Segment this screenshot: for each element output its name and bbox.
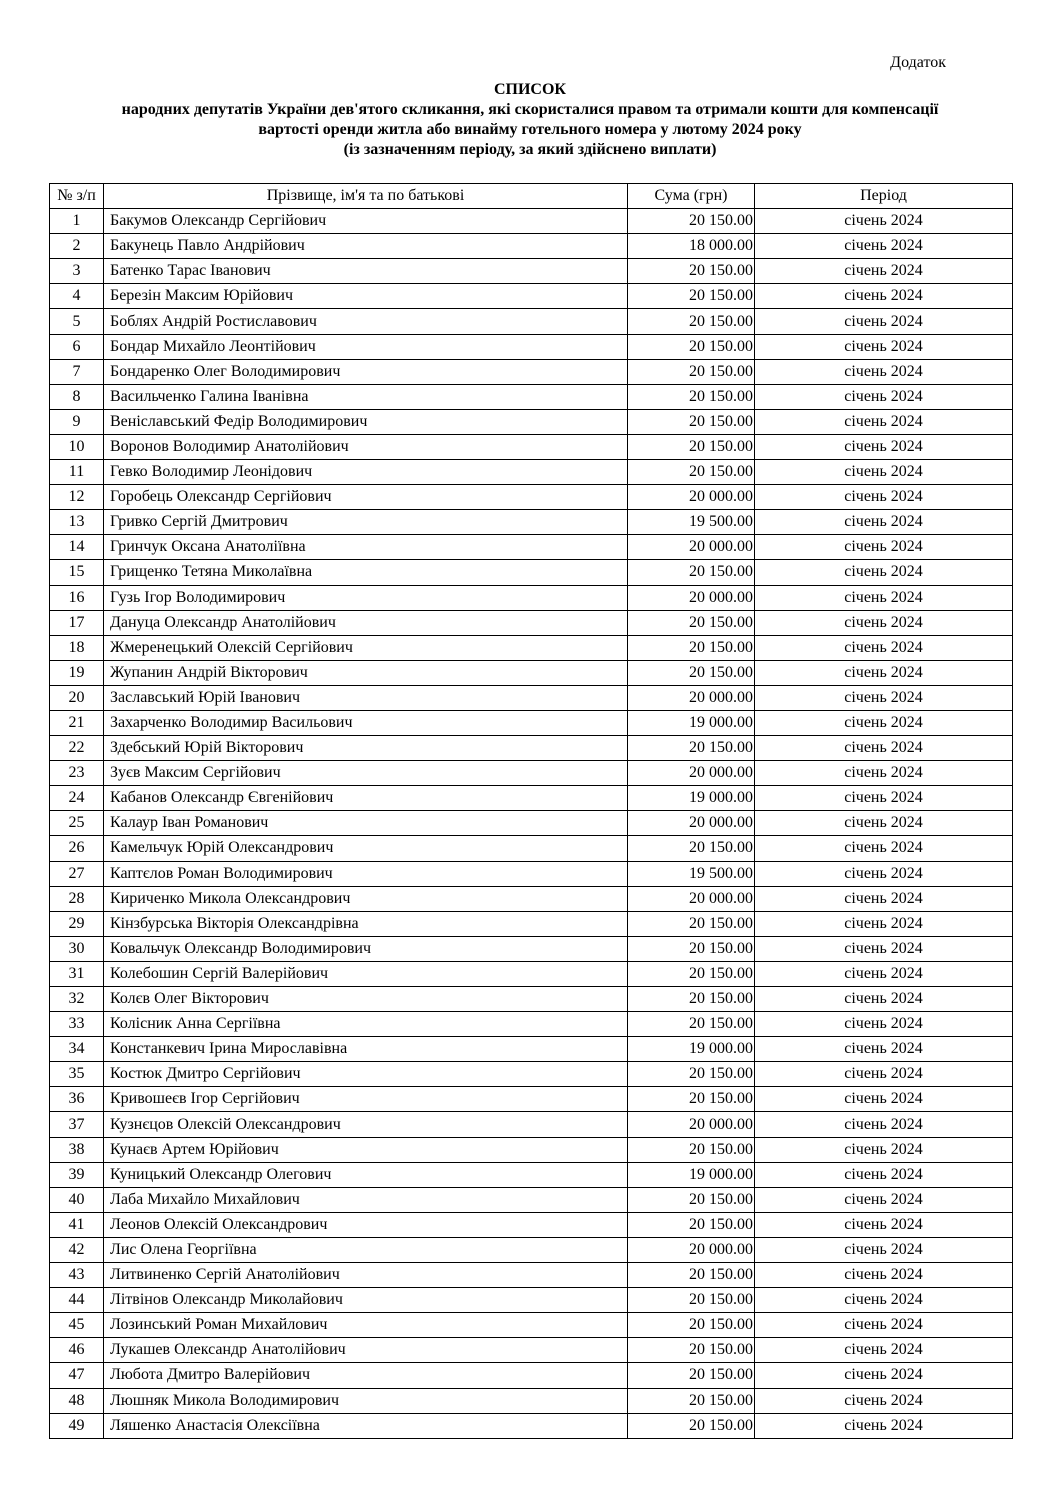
payment-sum: 20 150.00: [628, 284, 755, 309]
deputy-name: Жмеренецький Олексій Сергійович: [104, 635, 628, 660]
table-row: [50, 886, 1013, 911]
payment-sum: 20 000.00: [628, 761, 755, 786]
table-row: [50, 434, 1013, 459]
deputy-name: Горобець Олександр Сергійович: [104, 485, 628, 510]
payment-sum: 18 000.00: [628, 234, 755, 259]
payment-period: січень 2024: [755, 309, 1013, 334]
payment-period: січень 2024: [755, 1062, 1013, 1087]
table-row: [50, 510, 1013, 535]
table-row: [50, 460, 1013, 485]
payment-sum: 20 000.00: [628, 485, 755, 510]
row-number: 29: [50, 911, 104, 936]
row-number: 17: [50, 610, 104, 635]
row-number: 48: [50, 1388, 104, 1413]
row-number: 24: [50, 786, 104, 811]
deputy-name: Бакунець Павло Андрійович: [104, 234, 628, 259]
table-row: [50, 786, 1013, 811]
deputy-name: Кузнєцов Олексій Олександрович: [104, 1112, 628, 1137]
payment-period: січень 2024: [755, 635, 1013, 660]
payment-period: січень 2024: [755, 535, 1013, 560]
row-number: 46: [50, 1338, 104, 1363]
payment-sum: 19 500.00: [628, 510, 755, 535]
deputy-name: Камельчук Юрій Олександрович: [104, 836, 628, 861]
table-row: [50, 861, 1013, 886]
row-number: 19: [50, 660, 104, 685]
deputy-name: Батенко Тарас Іванович: [104, 259, 628, 284]
deputy-name: Колєв Олег Вікторович: [104, 987, 628, 1012]
deputy-name: Бондаренко Олег Володимирович: [104, 359, 628, 384]
payment-sum: 20 150.00: [628, 1388, 755, 1413]
deputy-name: Ковальчук Олександр Володимирович: [104, 936, 628, 961]
deputy-name: Грищенко Тетяна Миколаївна: [104, 560, 628, 585]
row-number: 6: [50, 334, 104, 359]
table-row: [50, 660, 1013, 685]
row-number: 39: [50, 1162, 104, 1187]
payment-period: січень 2024: [755, 434, 1013, 459]
heading-line-3: вартості оренди житла або винайму готельного номера у лютому 2024 року: [258, 121, 802, 138]
payment-sum: 20 150.00: [628, 209, 755, 234]
payment-sum: 20 150.00: [628, 1087, 755, 1112]
payment-period: січень 2024: [755, 1162, 1013, 1187]
table-row: [50, 1313, 1013, 1338]
payment-period: січень 2024: [755, 811, 1013, 836]
payment-period: січень 2024: [755, 685, 1013, 710]
payment-sum: 20 150.00: [628, 911, 755, 936]
payment-sum: 20 150.00: [628, 460, 755, 485]
payment-period: січень 2024: [755, 460, 1013, 485]
payment-period: січень 2024: [755, 485, 1013, 510]
deputy-name: Воронов Володимир Анатолійович: [104, 434, 628, 459]
table-row: [50, 384, 1013, 409]
table-row: [50, 635, 1013, 660]
table-row: [50, 987, 1013, 1012]
table-row: [50, 710, 1013, 735]
payment-sum: 20 150.00: [628, 961, 755, 986]
row-number: 40: [50, 1187, 104, 1212]
table-row: [50, 1388, 1013, 1413]
table-row: [50, 1338, 1013, 1363]
row-number: 14: [50, 535, 104, 560]
payment-sum: 20 150.00: [628, 1288, 755, 1313]
payment-sum: 20 150.00: [628, 1313, 755, 1338]
row-number: 26: [50, 836, 104, 861]
payment-sum: 20 000.00: [628, 1112, 755, 1137]
payment-period: січень 2024: [755, 836, 1013, 861]
payment-period: січень 2024: [755, 234, 1013, 259]
payment-period: січень 2024: [755, 359, 1013, 384]
heading-title: СПИСОК: [493, 81, 567, 98]
row-number: 31: [50, 961, 104, 986]
payment-period: січень 2024: [755, 1112, 1013, 1137]
row-number: 35: [50, 1062, 104, 1087]
deputy-name: Колісник Анна Сергіївна: [104, 1012, 628, 1037]
payment-period: січень 2024: [755, 1363, 1013, 1388]
payment-sum: 20 150.00: [628, 1212, 755, 1237]
payment-period: січень 2024: [755, 585, 1013, 610]
payment-sum: 20 000.00: [628, 1237, 755, 1262]
payment-period: січень 2024: [755, 334, 1013, 359]
payment-sum: 20 150.00: [628, 384, 755, 409]
table-row: [50, 259, 1013, 284]
payment-period: січень 2024: [755, 886, 1013, 911]
table-row: [50, 1137, 1013, 1162]
payment-sum: 20 000.00: [628, 811, 755, 836]
row-number: 15: [50, 560, 104, 585]
table-row: [50, 1288, 1013, 1313]
row-number: 13: [50, 510, 104, 535]
table-row: [50, 1237, 1013, 1262]
payment-period: січень 2024: [755, 259, 1013, 284]
row-number: 2: [50, 234, 104, 259]
deputy-name: Кабанов Олександр Євгенійович: [104, 786, 628, 811]
table-row: [50, 1212, 1013, 1237]
row-number: 45: [50, 1313, 104, 1338]
row-number: 34: [50, 1037, 104, 1062]
payment-sum: 20 150.00: [628, 1187, 755, 1212]
payment-sum: 20 150.00: [628, 936, 755, 961]
row-number: 27: [50, 861, 104, 886]
payment-period: січень 2024: [755, 660, 1013, 685]
row-number: 7: [50, 359, 104, 384]
row-number: 20: [50, 685, 104, 710]
row-number: 10: [50, 434, 104, 459]
row-number: 18: [50, 635, 104, 660]
payment-period: січень 2024: [755, 911, 1013, 936]
row-number: 9: [50, 409, 104, 434]
table-row: [50, 1037, 1013, 1062]
payment-sum: 19 500.00: [628, 861, 755, 886]
deputy-name: Лукашев Олександр Анатолійович: [104, 1338, 628, 1363]
deputy-name: Кунаєв Артем Юрійович: [104, 1137, 628, 1162]
deputy-name: Гривко Сергій Дмитрович: [104, 510, 628, 535]
payment-period: січень 2024: [755, 961, 1013, 986]
deputy-name: Куницький Олександр Олегович: [104, 1162, 628, 1187]
payment-sum: 20 150.00: [628, 259, 755, 284]
table-row: [50, 1062, 1013, 1087]
payment-sum: 20 150.00: [628, 836, 755, 861]
document-heading: [40, 80, 1020, 160]
deputy-name: Бондар Михайло Леонтійович: [104, 334, 628, 359]
deputy-name: Лозинський Роман Михайлович: [104, 1313, 628, 1338]
payment-period: січень 2024: [755, 1263, 1013, 1288]
table-row: [50, 234, 1013, 259]
payment-period: січень 2024: [755, 1313, 1013, 1338]
payment-sum: 20 150.00: [628, 660, 755, 685]
heading-line-2: народних депутатів України дев'ятого скликання, які скористалися правом та отримали кошти для компенсації: [121, 101, 939, 118]
table-row: [50, 936, 1013, 961]
table-row: [50, 1012, 1013, 1037]
table-row: [50, 535, 1013, 560]
deputy-name: Ляшенко Анастасія Олексіївна: [104, 1413, 628, 1438]
deputy-name: Кінзбурська Вікторія Олександрівна: [104, 911, 628, 936]
row-number: 42: [50, 1237, 104, 1262]
row-number: 30: [50, 936, 104, 961]
deputy-name: Каптєлов Роман Володимирович: [104, 861, 628, 886]
deputies-table: [49, 183, 1013, 1439]
payment-sum: 20 150.00: [628, 1263, 755, 1288]
payment-sum: 20 150.00: [628, 987, 755, 1012]
deputy-name: Гринчук Оксана Анатоліївна: [104, 535, 628, 560]
payment-period: січень 2024: [755, 1388, 1013, 1413]
table-row: [50, 209, 1013, 234]
deputy-name: Жупанин Андрій Вікторович: [104, 660, 628, 685]
payment-period: січень 2024: [755, 409, 1013, 434]
table-row: [50, 334, 1013, 359]
header-number: № з/п: [50, 184, 104, 209]
table-row: [50, 560, 1013, 585]
payment-sum: 20 000.00: [628, 685, 755, 710]
row-number: 12: [50, 485, 104, 510]
header-sum: Сума (грн): [628, 184, 755, 209]
table-row: [50, 911, 1013, 936]
deputy-name: Калаур Іван Романович: [104, 811, 628, 836]
row-number: 4: [50, 284, 104, 309]
payment-sum: 20 150.00: [628, 1137, 755, 1162]
row-number: 32: [50, 987, 104, 1012]
row-number: 37: [50, 1112, 104, 1137]
payment-sum: 19 000.00: [628, 1037, 755, 1062]
table-row: [50, 610, 1013, 635]
payment-period: січень 2024: [755, 861, 1013, 886]
row-number: 3: [50, 259, 104, 284]
payment-period: січень 2024: [755, 786, 1013, 811]
deputy-name: Березін Максим Юрійович: [104, 284, 628, 309]
payment-period: січень 2024: [755, 1037, 1013, 1062]
payment-period: січень 2024: [755, 1087, 1013, 1112]
payment-sum: 19 000.00: [628, 786, 755, 811]
deputy-name: Бакумов Олександр Сергійович: [104, 209, 628, 234]
table-row: [50, 836, 1013, 861]
table-row: [50, 961, 1013, 986]
table-row: [50, 1187, 1013, 1212]
row-number: 43: [50, 1263, 104, 1288]
deputy-name: Захарченко Володимир Васильович: [104, 710, 628, 735]
table-row: [50, 1112, 1013, 1137]
row-number: 23: [50, 761, 104, 786]
payment-sum: 20 000.00: [628, 886, 755, 911]
payment-sum: 20 000.00: [628, 535, 755, 560]
table-row: [50, 359, 1013, 384]
table-row: [50, 685, 1013, 710]
deputy-name: Костюк Дмитро Сергійович: [104, 1062, 628, 1087]
payment-period: січень 2024: [755, 1012, 1013, 1037]
payment-period: січень 2024: [755, 1288, 1013, 1313]
deputy-name: Літвінов Олександр Миколайович: [104, 1288, 628, 1313]
payment-period: січень 2024: [755, 987, 1013, 1012]
header-period: Період: [755, 184, 1013, 209]
payment-sum: 20 150.00: [628, 560, 755, 585]
deputy-name: Здебський Юрій Вікторович: [104, 736, 628, 761]
table-header-row: [50, 184, 1013, 209]
deputy-name: Васильченко Галина Іванівна: [104, 384, 628, 409]
payment-sum: 20 150.00: [628, 409, 755, 434]
payment-period: січень 2024: [755, 710, 1013, 735]
deputy-name: Кириченко Микола Олександрович: [104, 886, 628, 911]
heading-line-4: (із зазначенням періоду, за який здійснено виплати): [343, 141, 717, 158]
table-row: [50, 1363, 1013, 1388]
deputy-name: Литвиненко Сергій Анатолійович: [104, 1263, 628, 1288]
deputy-name: Леонов Олексій Олександрович: [104, 1212, 628, 1237]
table-row: [50, 485, 1013, 510]
deputy-name: Колебошин Сергій Валерійович: [104, 961, 628, 986]
table-row: [50, 1263, 1013, 1288]
payment-sum: 20 150.00: [628, 1062, 755, 1087]
addendum-label: Додаток: [890, 54, 946, 71]
table-row: [50, 585, 1013, 610]
row-number: 44: [50, 1288, 104, 1313]
payment-sum: 20 150.00: [628, 1413, 755, 1438]
payment-sum: 20 150.00: [628, 1363, 755, 1388]
deputy-name: Люшняк Микола Володимирович: [104, 1388, 628, 1413]
payment-sum: 20 150.00: [628, 635, 755, 660]
table-row: [50, 1413, 1013, 1438]
table-row: [50, 736, 1013, 761]
payment-period: січень 2024: [755, 384, 1013, 409]
row-number: 36: [50, 1087, 104, 1112]
payment-sum: 20 150.00: [628, 334, 755, 359]
table-row: [50, 811, 1013, 836]
payment-period: січень 2024: [755, 1237, 1013, 1262]
payment-sum: 19 000.00: [628, 1162, 755, 1187]
payment-period: січень 2024: [755, 1212, 1013, 1237]
payment-sum: 19 000.00: [628, 710, 755, 735]
deputy-name: Лис Олена Георгіївна: [104, 1237, 628, 1262]
payment-period: січень 2024: [755, 736, 1013, 761]
table-body: [50, 209, 1013, 1439]
payment-period: січень 2024: [755, 284, 1013, 309]
payment-period: січень 2024: [755, 1187, 1013, 1212]
payment-sum: 20 150.00: [628, 359, 755, 384]
deputy-name: Гевко Володимир Леонідович: [104, 460, 628, 485]
row-number: 21: [50, 710, 104, 735]
table-row: [50, 1162, 1013, 1187]
payment-period: січень 2024: [755, 1413, 1013, 1438]
row-number: 33: [50, 1012, 104, 1037]
deputy-name: Гузь Ігор Володимирович: [104, 585, 628, 610]
payment-period: січень 2024: [755, 209, 1013, 234]
payment-period: січень 2024: [755, 1338, 1013, 1363]
row-number: 28: [50, 886, 104, 911]
deputy-name: Лаба Михайло Михайлович: [104, 1187, 628, 1212]
deputy-name: Заславський Юрій Іванович: [104, 685, 628, 710]
payment-sum: 20 150.00: [628, 1338, 755, 1363]
payment-sum: 20 150.00: [628, 309, 755, 334]
payment-sum: 20 150.00: [628, 434, 755, 459]
payment-period: січень 2024: [755, 1137, 1013, 1162]
row-number: 5: [50, 309, 104, 334]
row-number: 22: [50, 736, 104, 761]
table-row: [50, 409, 1013, 434]
deputy-name: Констанкевич Ірина Мирославівна: [104, 1037, 628, 1062]
row-number: 47: [50, 1363, 104, 1388]
row-number: 1: [50, 209, 104, 234]
deputy-name: Дануца Олександр Анатолійович: [104, 610, 628, 635]
table-row: [50, 309, 1013, 334]
row-number: 25: [50, 811, 104, 836]
deputy-name: Любота Дмитро Валерійович: [104, 1363, 628, 1388]
row-number: 8: [50, 384, 104, 409]
payment-sum: 20 150.00: [628, 1012, 755, 1037]
deputy-name: Боблях Андрій Ростиславович: [104, 309, 628, 334]
payment-sum: 20 150.00: [628, 610, 755, 635]
deputy-name: Веніславський Федір Володимирович: [104, 409, 628, 434]
deputy-name: Кривошеєв Ігор Сергійович: [104, 1087, 628, 1112]
table-row: [50, 284, 1013, 309]
deputy-name: Зуєв Максим Сергійович: [104, 761, 628, 786]
payment-sum: 20 150.00: [628, 736, 755, 761]
table-row: [50, 1087, 1013, 1112]
payment-sum: 20 000.00: [628, 585, 755, 610]
payment-period: січень 2024: [755, 610, 1013, 635]
row-number: 49: [50, 1413, 104, 1438]
payment-period: січень 2024: [755, 560, 1013, 585]
payment-period: січень 2024: [755, 510, 1013, 535]
header-name: Прізвище, ім'я та по батькові: [104, 184, 628, 209]
table-row: [50, 761, 1013, 786]
row-number: 38: [50, 1137, 104, 1162]
payment-period: січень 2024: [755, 761, 1013, 786]
row-number: 41: [50, 1212, 104, 1237]
row-number: 16: [50, 585, 104, 610]
payment-period: січень 2024: [755, 936, 1013, 961]
row-number: 11: [50, 460, 104, 485]
